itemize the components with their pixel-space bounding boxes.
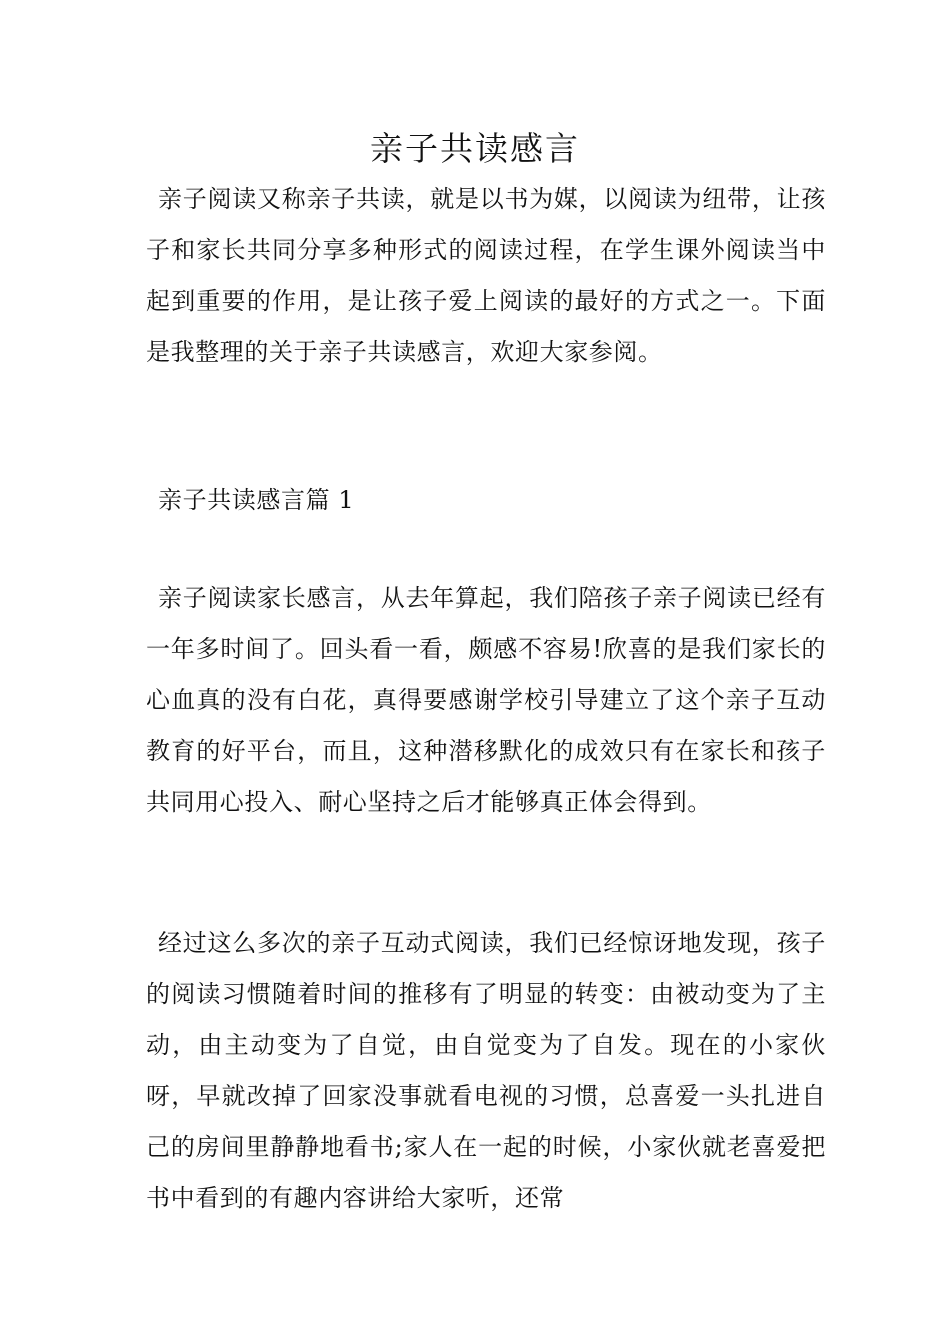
intro-paragraph: 亲子阅读又称亲子共读，就是以书为媒，以阅读为纽带，让孩子和家长共同分享多种形式的阅读过程，在学生课外阅读当中起到重要的作用，是让孩子爱上阅读的最好的方式之一。下面是我整理的关于亲子共读感言，欢迎大家参阅。 [146,185,826,366]
section-heading: 亲子共读感言篇 1 [158,486,355,514]
document-title: 亲子共读感言 [370,129,580,168]
body-paragraph-2: 经过这么多次的亲子互动式阅读，我们已经惊讶地发现，孩子的阅读习惯随着时间的推移有了明显的转变：由被动变为了主动，由主动变为了自觉，由自觉变为了自发。现在的小家伙呀，早就改掉了回家没事就看电视的习惯，总喜爱一头扎进自己的房间里静静地看书;家人在一起的时候，小家伙就老喜爱把书中看到的有趣内容讲给大家听，还常 [146,929,826,1212]
body-paragraph-1: 亲子阅读家长感言，从去年算起，我们陪孩子亲子阅读已经有一年多时间了。回头看一看，颇感不容易!欣喜的是我们家长的心血真的没有白花，真得要感谢学校引导建立了这个亲子互动教育的好平台，而且，这种潜移默化的成效只有在家长和孩子共同用心投入、耐心坚持之后才能够真正体会得到。 [146,584,826,816]
